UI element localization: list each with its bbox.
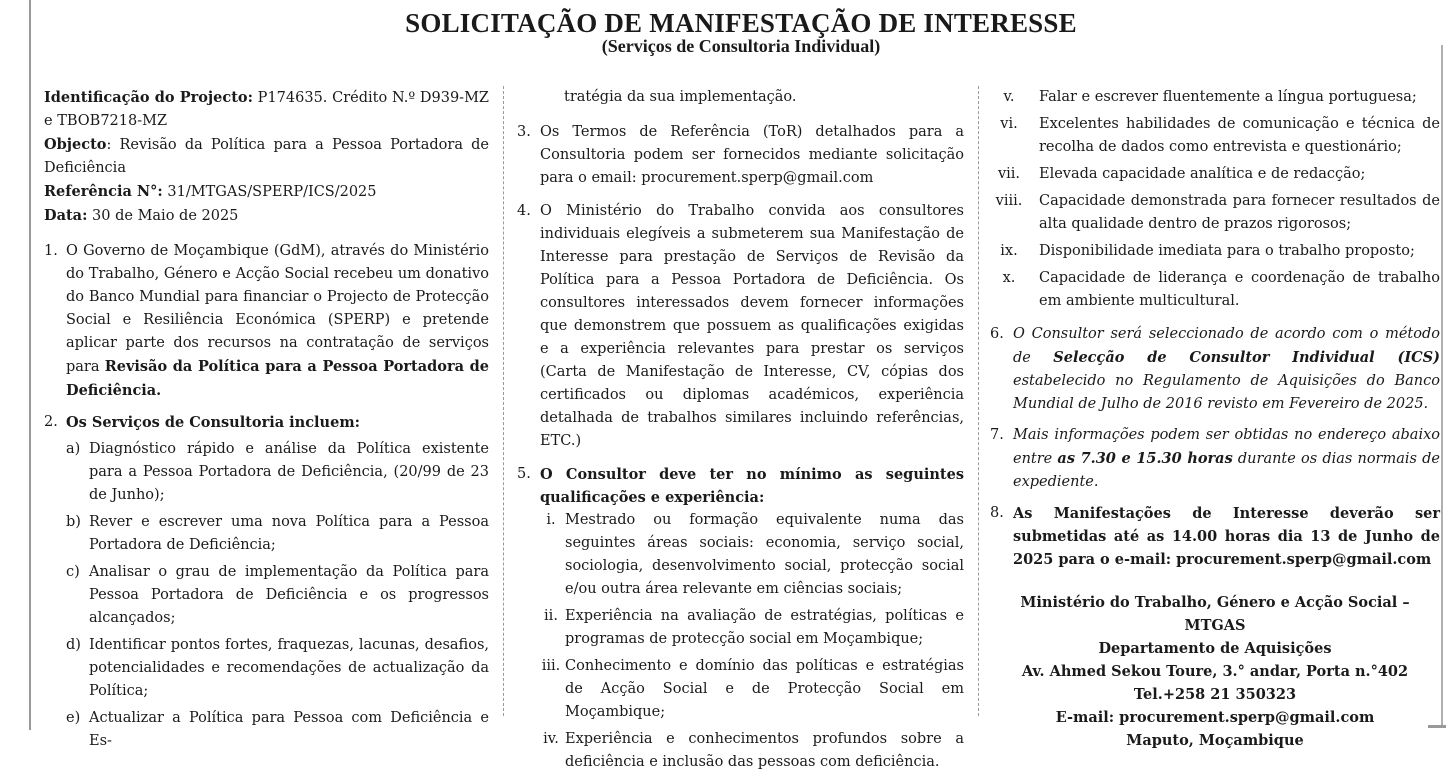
section-5-item-vi: vi. Excelentes habilidades de comunicação e técnica de recolha de dados como entrevista e questionário; — [1000, 116, 1440, 155]
page-corner-mark — [1428, 725, 1446, 728]
section-5-item-v: v. Falar e escrever fluentemente a língua portuguesa; — [1003, 89, 1417, 105]
section-5-item-ii: ii. Experiência na avaliação de estratégias, políticas e programas de protecção social em Moçambique; — [544, 608, 964, 647]
section-5-item-viii: viii. Capacidade demonstrada para fornecer resultados de alta qualidade dentro de prazos rigorosos; — [995, 193, 1440, 232]
date: Data: 30 de Maio de 2025 — [44, 207, 239, 224]
object: Objecto: Revisão da Política para a Pessoa Portadora de Deficiência — [44, 136, 489, 176]
section-2-item-b: b) Rever e escrever uma nova Política para a Pessoa Portadora de Deficiência; — [66, 514, 489, 553]
reference: Referência N°: 31/MTGAS/SPERP/ICS/2025 — [44, 183, 377, 200]
section-1: 1. O Governo de Moçambique (GdM), através do Ministério do Trabalho, Género e Acção Social recebeu um donativo do Banco Mundial para financiar o Projecto de Protecção Social e Resiliência Económica (SPERP) e pretende aplicar parte dos recursos na contratação de serviços para Revisão da Política para a Pessoa Portadora de Deficiência. — [44, 243, 489, 399]
signature-block — [990, 591, 1440, 752]
signature-city: Maputo, Moçambique — [1126, 732, 1304, 749]
column-2 — [517, 86, 964, 774]
section-2-item-a: a) Diagnóstico rápido e análise da Política existente para a Pessoa Portadora de Deficiência, (20/99 de 23 de Junho); — [66, 441, 489, 503]
section-6: 6. O Consultor será seleccionado de acordo com o método de Selecção de Consultor Individual (ICS) estabelecido no Regulamento de Aquisições do Banco Mundial de Julho de 2016 revisto em Fevereiro de 2025. — [990, 326, 1440, 412]
section-2: 2. Os Serviços de Consultoria incluem: — [44, 414, 361, 431]
section-5-item-i: i. Mestrado ou formação equivalente numa das seguintes áreas sociais: economia, serviço social, sociologia, desenvolvimento social, protecção social e/ou outra área relevante em ciências sociais; — [546, 512, 964, 597]
page-border-right — [1441, 45, 1443, 725]
section-5-item-vii: vii. Elevada capacidade analítica e de redacção; — [997, 166, 1366, 182]
column-1 — [44, 86, 489, 753]
section-4: 4. O Ministério do Trabalho convida aos consultores individuais elegíveis a submeterem sua Manifestação de Interesse para prestação de Serviços de Revisão da Política para a Pessoa Portadora de Deficiência. Os consultores interessados devem fornecer informações que demonstrem que possuem as qualificações exigidas e a experiência relevantes para prestar os serviços (Carta de Manifestação de Interesse, CV, cópias dos certificados ou diplomas académicos, experiência detalhada de trabalhos similares incluindo referências, ETC.) — [517, 203, 964, 449]
section-2-item-e-continuation: tratégia da sua implementação. — [564, 89, 797, 105]
section-2-item-d: d) Identificar pontos fortes, fraquezas, lacunas, desafios, potencialidades e recomendações de actualização da Política; — [66, 637, 489, 699]
section-5-item-ix: ix. Disponibilidade imediata para o trabalho proposto; — [1000, 243, 1415, 259]
page-title: SOLICITAÇÃO DE MANIFESTAÇÃO DE INTERESSE — [405, 8, 1077, 38]
signature-phone: Tel.+258 21 350323 — [1133, 686, 1297, 703]
section-3: 3. Os Termos de Referência (ToR) detalhados para a Consultoria podem ser fornecidos mediante solicitação para o email: procurement.sperp@gmail.com — [517, 124, 964, 186]
section-2-item-e: e) Actualizar a Política para Pessoa com Deficiência e Es- — [66, 710, 489, 749]
section-2-item-c: c) Analisar o grau de implementação da Política para Pessoa Portadora de Deficiência e os progressos alcançados; — [66, 564, 489, 626]
project-id: Identificação do Projecto: P174635. Crédito N.º D939-MZ e TBOB7218-MZ — [44, 89, 489, 129]
section-7: 7. Mais informações podem ser obtidas no endereço abaixo entre as 7.30 e 15.30 horas durante os dias normais de expediente. — [990, 427, 1440, 490]
signature-email: E-mail: procurement.sperp@gmail.com — [1055, 709, 1375, 726]
signature-ministry: Ministério do Trabalho, Género e Acção Social – MTGAS — [1020, 594, 1410, 634]
signature-address: Av. Ahmed Sekou Toure, 3.° andar, Porta n.°402 — [1021, 663, 1409, 680]
signature-department: Departamento de Aquisições — [1098, 640, 1332, 657]
section-5-item-iii: iii. Conhecimento e domínio das políticas e estratégias de Acção Social e de Protecção Social em Moçambique; — [541, 658, 964, 720]
section-8: 8. As Manifestações de Interesse deverão ser submetidas até as 14.00 horas dia 13 de Junho de 2025 para o e-mail: procurement.sperp@gmail.com — [990, 505, 1440, 568]
column-divider-1 — [503, 86, 504, 716]
section-5-item-x: x. Capacidade de liderança e coordenação de trabalho em ambiente multicultural. — [1002, 270, 1440, 309]
section-5: 5. O Consultor deve ter no mínimo as seguintes qualificações e experiência: — [517, 466, 964, 506]
column-3 — [990, 86, 1440, 752]
column-divider-2 — [978, 86, 979, 716]
page-subtitle: (Serviços de Consultoria Individual) — [601, 36, 881, 56]
page-border-left — [29, 0, 31, 730]
section-5-item-iv: iv. Experiência e conhecimentos profundos sobre a deficiência e inclusão das pessoas com deficiência. — [543, 731, 964, 770]
